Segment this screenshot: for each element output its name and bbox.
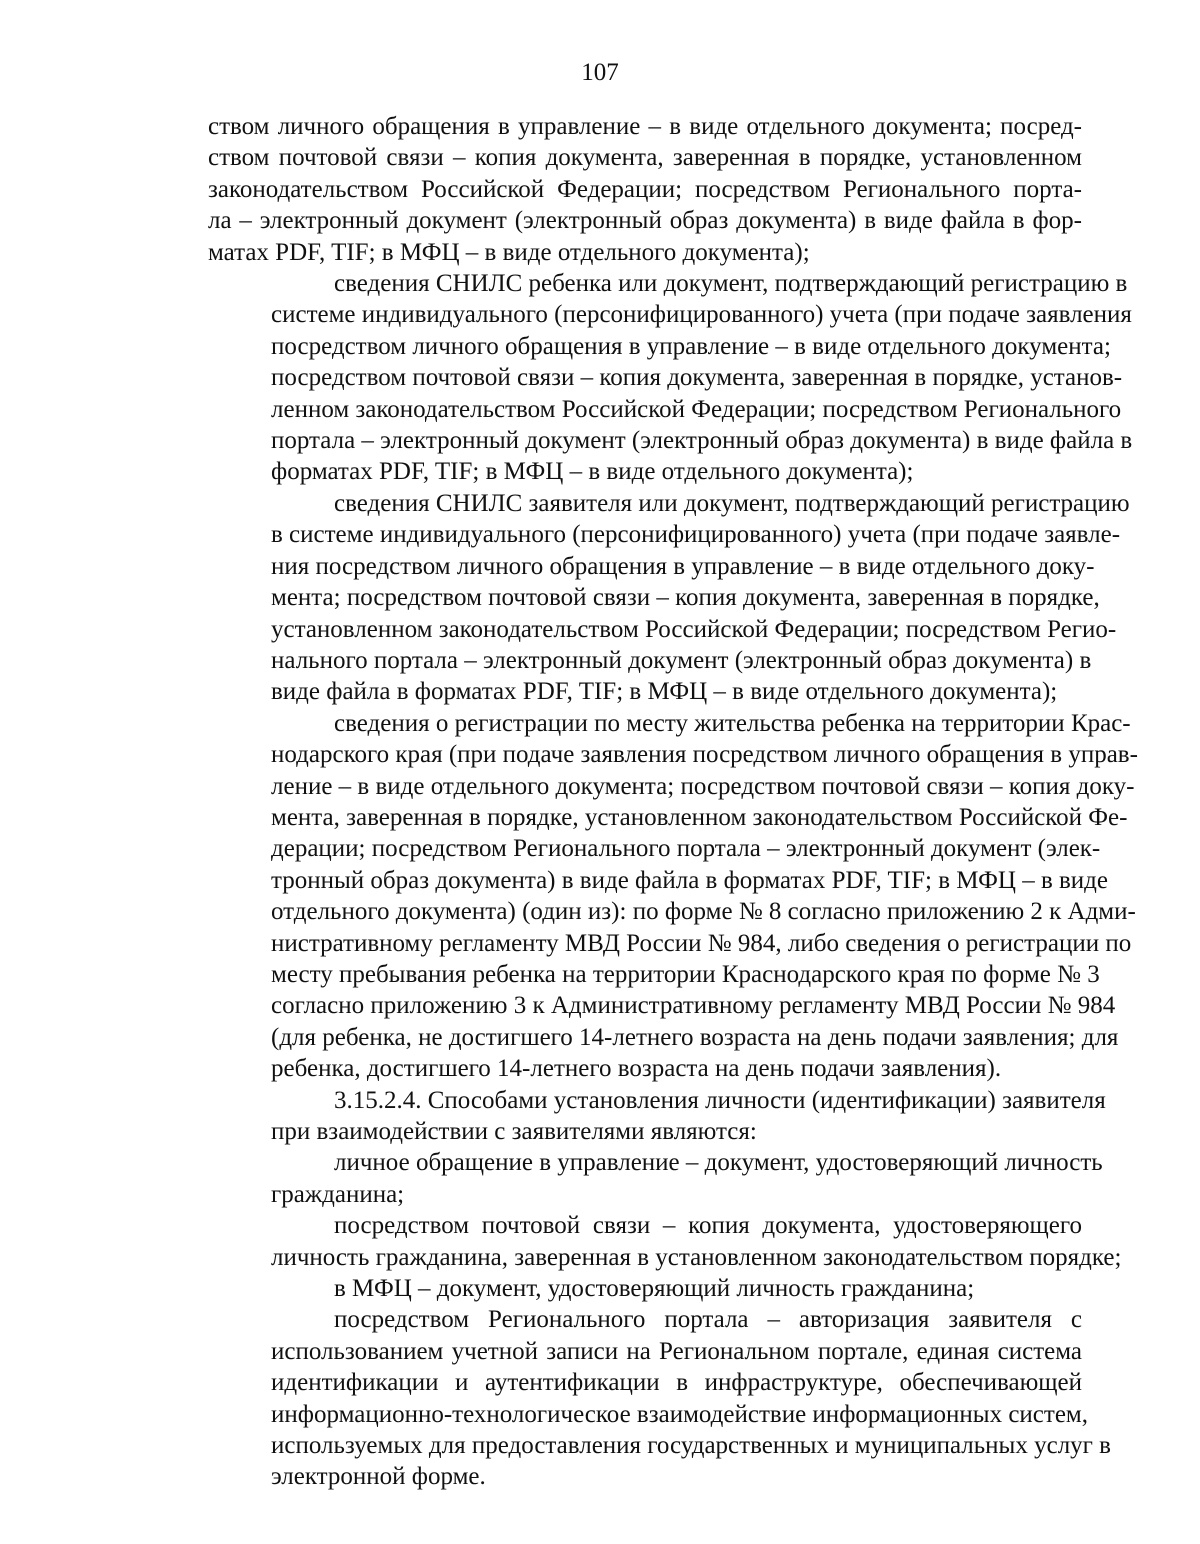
paragraph (208, 708, 1138, 1085)
text-line: 3.15.2.4. Способами установления личности (идентификации) заявителя (334, 1086, 1106, 1114)
text-line: посредством личного обращения в управление – в виде отдельного документа; (271, 332, 1111, 360)
text-line: месту пребывания ребенка на территории Краснодарского края по форме № 3 (271, 960, 1100, 988)
text-line: сведения о регистрации по месту жительства ребенка на территории Крас- (334, 709, 1131, 737)
text-line: виде файла в форматах PDF, TIF; в МФЦ – в виде отдельного документа); (271, 678, 1058, 706)
text-line: посредством почтовой связи – копия документа, удостоверяющего (334, 1212, 1082, 1240)
paragraph (208, 1147, 1103, 1210)
text-line: электронной форме. (271, 1463, 486, 1491)
text-line: в МФЦ – документ, удостоверяющий личность гражданина; (334, 1275, 975, 1303)
paragraph (208, 111, 1082, 268)
text-line: при взаимодействии с заявителями являются: (271, 1118, 757, 1145)
text-line: ленном законодательством Российской Федерации; посредством Регионального (271, 395, 1122, 423)
text-line: нального портала – электронный документ (электронный образ документа) в (271, 646, 1092, 674)
text-line: используемых для предоставления государственных и муниципальных услуг в (271, 1432, 1111, 1460)
text-line: ством личного обращения в управление – в виде отдельного документа; посред- (208, 113, 1082, 140)
document-body (208, 111, 1138, 1493)
text-line: нодарского края (при подаче заявления посредством личного обращения в управ- (271, 741, 1138, 769)
text-line: нистративному регламенту МВД России № 984, либо сведения о регистрации по (271, 929, 1132, 957)
text-line: ление – в виде отдельного документа; посредством почтовой связи – копия доку- (271, 772, 1135, 800)
text-line: мента, заверенная в порядке, установленном законодательством Российской Фе- (271, 803, 1128, 831)
text-line: сведения СНИЛС заявителя или документ, подтверждающий регистрацию (334, 489, 1130, 517)
text-line: использованием учетной записи на Региональном портале, единая система (271, 1337, 1082, 1365)
paragraph (208, 1210, 1122, 1273)
paragraph (208, 1273, 1082, 1304)
text-line: посредством Регионального портала – авторизация заявителя с (334, 1306, 1082, 1334)
text-line: согласно приложению 3 к Административному регламенту МВД России № 984 (271, 992, 1116, 1020)
text-line: (для ребенка, не достигшего 14-летнего возраста на день подачи заявления; для (271, 1023, 1119, 1051)
text-line: ния посредством личного обращения в управление – в виде отдельного доку- (271, 552, 1095, 580)
text-line: мента; посредством почтовой связи – копия документа, заверенная в порядке, (271, 584, 1100, 612)
text-line: отдельного документа) (один из): по форме № 8 согласно приложению 2 к Адми- (271, 898, 1136, 926)
text-line: личность гражданина, заверенная в установленном законодательством порядке; (271, 1243, 1122, 1271)
text-line: ла – электронный документ (электронный образ документа) в виде файла в фор- (208, 207, 1082, 235)
text-line: гражданина; (271, 1180, 405, 1208)
paragraph (208, 268, 1133, 488)
paragraph (208, 1304, 1111, 1492)
text-line: дерации; посредством Регионального портала – электронный документ (элек- (271, 835, 1101, 863)
text-line: форматах PDF, TIF; в МФЦ – в виде отдельного документа); (271, 458, 914, 486)
text-line: личное обращение в управление – документ, удостоверяющий личность (334, 1149, 1103, 1177)
text-line: законодательством Российской Федерации; посредством Регионального порта- (208, 175, 1082, 203)
text-line: ством почтовой связи – копия документа, заверенная в порядке, установленном (208, 144, 1082, 172)
text-line: портала – электронный документ (электронный образ документа) в виде файла в (271, 427, 1133, 455)
text-line: в системе индивидуального (персонифицированного) учета (при подаче заявле- (271, 521, 1121, 549)
text-line: матах PDF, TIF; в МФЦ – в виде отдельного документа); (208, 238, 810, 266)
text-line: идентификации и аутентификации в инфраструктуре, обеспечивающей (271, 1369, 1082, 1397)
text-line: посредством почтовой связи – копия документа, заверенная в порядке, установ- (271, 364, 1123, 392)
page-number: 107 (581, 59, 619, 86)
paragraph (208, 1085, 1106, 1148)
text-line: установленном законодательством Российской Федерации; посредством Регио- (271, 615, 1117, 643)
text-line: системе индивидуального (персонифицированного) учета (при подаче заявления (271, 301, 1132, 329)
text-line: тронный образ документа) в виде файла в форматах PDF, TIF; в МФЦ – в виде (271, 866, 1108, 894)
text-line: ребенка, достигшего 14-летнего возраста на день подачи заявления). (271, 1055, 1002, 1083)
text-line: сведения СНИЛС ребенка или документ, подтверждающий регистрацию в (334, 270, 1128, 298)
text-line: информационно-технологическое взаимодействие информационных систем, (271, 1400, 1088, 1428)
paragraph (208, 488, 1130, 708)
